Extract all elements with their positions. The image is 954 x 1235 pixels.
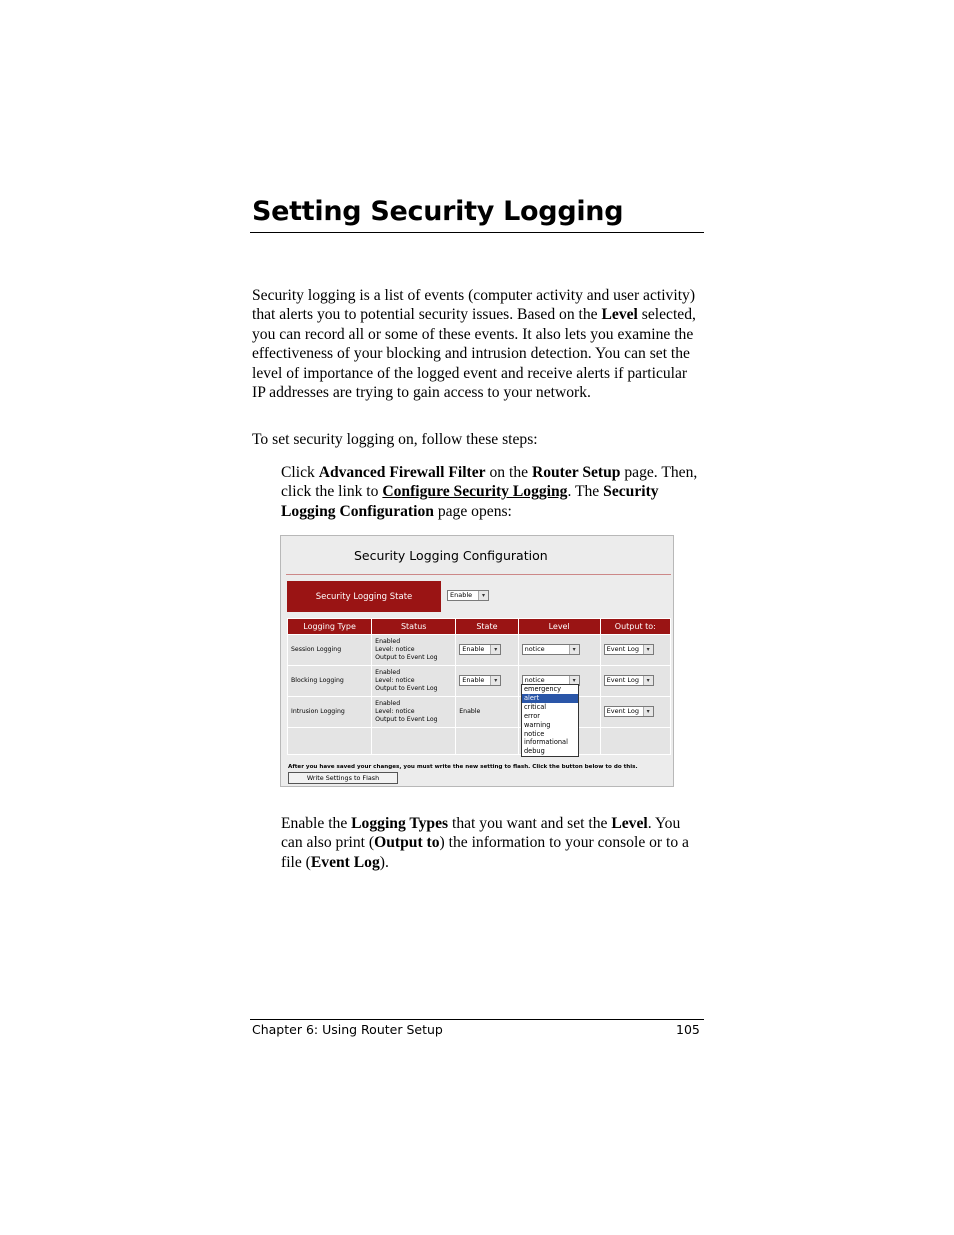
select-value: notice: [524, 676, 545, 684]
empty-cell: [600, 728, 670, 755]
intro-paragraph: [252, 286, 704, 402]
table-row: [288, 697, 671, 728]
chevron-down-icon: ▾: [478, 591, 488, 600]
chevron-down-icon: ▾: [643, 645, 653, 654]
step-bold: Router Setup: [531, 464, 621, 481]
dropdown-option[interactable]: debug: [524, 747, 545, 756]
empty-cell: [372, 728, 456, 755]
row-output: [600, 635, 670, 666]
status-line: Enabled: [375, 669, 401, 676]
dropdown-option[interactable]: emergency: [524, 685, 562, 693]
table-header-row: [288, 619, 671, 635]
step-text: on the: [489, 464, 529, 481]
steps-intro: To set security logging on, follow these steps:: [252, 431, 538, 448]
chevron-down-icon: ▾: [569, 645, 579, 654]
logging-table: [287, 618, 671, 755]
dropdown-option[interactable]: notice: [524, 729, 545, 738]
table-row-empty: [288, 728, 671, 755]
flash-note: After you have saved your changes, you must write the new setting to flash. Click the button below to do this.: [288, 764, 638, 770]
step-bold: Security Logging Configuration: [281, 483, 659, 520]
row-output: [600, 697, 670, 728]
page-title: Setting Security Logging: [252, 196, 624, 227]
row-state: [456, 697, 518, 728]
row-state: [456, 666, 518, 697]
step-bold: Level: [611, 815, 648, 832]
step-bold: Event Log: [310, 853, 380, 871]
row-status: [372, 666, 456, 697]
output-select[interactable]: [604, 644, 654, 655]
type-text: Intrusion Logging: [291, 708, 345, 715]
security-logging-state-label: Security Logging State: [287, 581, 441, 612]
header-state: State: [456, 619, 518, 635]
dropdown-option[interactable]: warning: [524, 720, 551, 729]
row-state: [456, 635, 518, 666]
footer-rule: [250, 1019, 704, 1020]
header-logging-type: Logging Type: [288, 619, 372, 635]
step-bold: Advanced Firewall Filter: [318, 464, 486, 481]
title-rule: [250, 232, 704, 233]
level-dropdown-list[interactable]: [521, 684, 579, 757]
dropdown-option[interactable]: error: [524, 711, 540, 720]
header-output: Output to:: [600, 619, 670, 635]
step-text: page. Then, click the link to: [281, 464, 698, 501]
select-value: Event Log: [606, 707, 639, 715]
select-value: Enable: [462, 645, 485, 653]
type-text: Blocking Logging: [291, 677, 344, 684]
row-status: [372, 697, 456, 728]
step-text: ).: [379, 853, 389, 871]
step-text: . You can also print (: [281, 815, 681, 852]
chevron-down-icon: ▾: [490, 645, 500, 654]
state-select[interactable]: [459, 675, 501, 686]
row-output: [600, 666, 670, 697]
row-level: [518, 635, 600, 666]
intro-text-rest: selected, you can record all or some of these events. It also lets you examine the effectiveness of your blocking and intrusion detection. You can set the level of importance of the logged event and receive alerts if particular IP addresses are trying to gain access to your network.: [252, 306, 696, 402]
step-text: page opens:: [437, 502, 512, 520]
step-text: . The: [567, 483, 600, 501]
status-line: Enabled: [375, 700, 401, 707]
status-line: Level: notice: [375, 677, 415, 684]
output-select[interactable]: [604, 675, 654, 686]
configure-security-logging-link[interactable]: Configure Security Logging: [382, 483, 568, 501]
select-value: Enable: [462, 676, 485, 684]
select-value: Enable: [450, 591, 473, 599]
type-text: Session Logging: [291, 646, 342, 653]
security-logging-screenshot: [280, 535, 674, 787]
step-two: [281, 814, 701, 872]
status-line: Level: notice: [375, 646, 415, 653]
step-bold: Logging Types: [351, 815, 449, 832]
step-text: that you want and set the: [451, 815, 608, 832]
chevron-down-icon: ▾: [569, 676, 579, 685]
chevron-down-icon: ▾: [643, 676, 653, 685]
empty-cell: [456, 728, 518, 755]
status-line: Output to Event Log: [375, 654, 438, 661]
status-line: Output to Event Log: [375, 685, 438, 692]
select-value: Event Log: [606, 676, 639, 684]
output-select[interactable]: [604, 706, 654, 717]
status-line: Level: notice: [375, 708, 415, 715]
write-settings-to-flash-button[interactable]: Write Settings to Flash: [288, 772, 398, 784]
row-type: [288, 666, 372, 697]
row-status: [372, 635, 456, 666]
select-value: notice: [524, 645, 545, 653]
status-line: Output to Event Log: [375, 716, 438, 723]
row-type: [288, 635, 372, 666]
footer-chapter: Chapter 6: Using Router Setup: [252, 1022, 443, 1037]
chevron-down-icon: ▾: [490, 676, 500, 685]
empty-cell: [288, 728, 372, 755]
chevron-down-icon: ▾: [643, 707, 653, 716]
level-select[interactable]: [522, 644, 580, 655]
row-type: [288, 697, 372, 728]
dropdown-option-selected[interactable]: alert: [522, 694, 578, 703]
intro-bold-level: Level: [601, 306, 638, 324]
step-text: Click: [281, 464, 315, 481]
header-level: Level: [518, 619, 600, 635]
dropdown-option[interactable]: informational: [524, 738, 568, 747]
step-one: [281, 463, 701, 521]
config-title: Security Logging Configuration: [354, 548, 548, 563]
header-status: Status: [372, 619, 456, 635]
table-row: [288, 635, 671, 666]
step-text: ) the information to your console or to a file (: [281, 834, 689, 871]
state-select[interactable]: [459, 644, 501, 655]
step-text: Enable the: [281, 815, 348, 832]
select-value: Event Log: [606, 645, 639, 653]
state-text: Enable: [459, 708, 481, 715]
footer-page-number: 105: [676, 1022, 700, 1037]
logging-state-select[interactable]: [447, 590, 489, 601]
status-line: Enabled: [375, 638, 401, 645]
config-rule: [286, 574, 671, 575]
intro-text: Security logging is a list of events (computer activity and user activity) that alerts you to potential security issues. Based on the: [252, 287, 696, 324]
dropdown-option[interactable]: critical: [524, 702, 547, 711]
step-bold: Output to: [374, 834, 440, 852]
table-row: [288, 666, 671, 697]
